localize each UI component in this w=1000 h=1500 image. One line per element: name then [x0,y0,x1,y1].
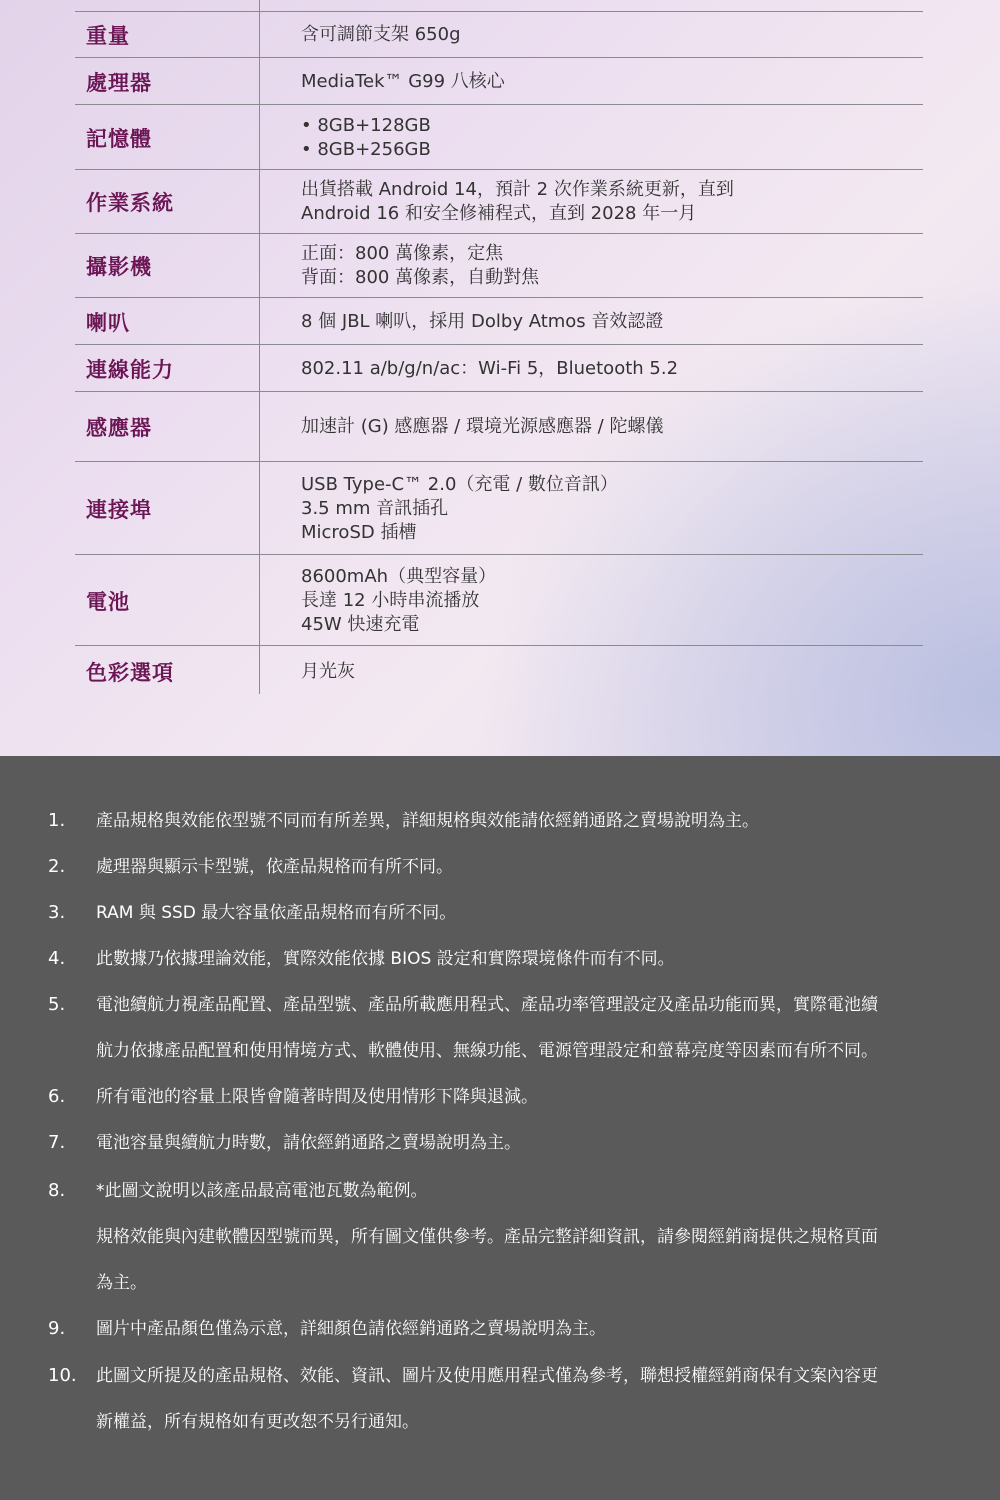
spec-label: 色彩選項 [86,661,174,685]
spec-row-os [75,170,923,234]
footnote-number: 8. [48,1180,66,1201]
footnote-text: 圖片中產品顏色僅為示意，詳細顏色請依經銷通路之賣場說明為主。 [96,1319,606,1339]
spec-row-ports [75,462,923,555]
spec-label: 電池 [86,589,130,614]
spec-value: 含可調節支架 650g [301,23,461,45]
spec-label: 處理器 [86,70,152,95]
spec-row-speaker [75,298,923,345]
footnote-number: 1. [48,810,66,831]
spec-label: 作業系統 [86,191,174,215]
spec-row-battery [75,555,923,646]
spec-label: 感應器 [86,416,152,440]
spec-row-sensors [75,392,923,462]
footnote-number: 10. [48,1365,77,1386]
footnote-text: 處理器與顯示卡型號，依產品規格而有所不同。 [96,857,453,877]
spec-row-camera [75,234,923,298]
spec-label: 連線能力 [86,357,174,382]
spec-row-connectivity [75,345,923,392]
footnote-number: 9. [48,1318,66,1339]
footnotes-section [0,756,1000,1500]
footnote-number: 4. [48,948,66,969]
footnote-text: *此圖文說明以該產品最高電池瓦數為範例。 規格效能與內建軟體因型號而異，所有圖文僅供參考。產品完整詳細資訊，請參閱經銷商提供之規格頁面 為主。 [96,1181,878,1293]
footnote-number: 7. [48,1132,66,1153]
spec-label: 連接埠 [86,497,152,522]
spec-value: 8 個 JBL 喇叭，採用 Dolby Atmos 音效認證 [301,310,664,332]
spec-label: 喇叭 [86,310,130,335]
spec-value: USB Type-C™ 2.0（充電 / 數位音訊） 3.5 mm 音訊插孔 MicroSD 插槽 [301,473,618,543]
footnote-number: 5. [48,994,66,1015]
spec-label: 記憶體 [86,126,152,151]
spec-row-weight [75,11,923,58]
footnote-number: 3. [48,902,66,923]
footnote-text: 電池續航力視產品配置、產品型號、產品所載應用程式、產品功率管理設定及產品功能而異，實際電池續 航力依據產品配置和使用情境方式、軟體使用、無線功能、電源管理設定和螢幕亮度等因素而有所不同。 [96,995,878,1061]
footnote-text: 此圖文所提及的產品規格、效能、資訊、圖片及使用應用程式僅為參考，聯想授權經銷商保有文案內容更 新權益，所有規格如有更改恕不另行通知。 [96,1366,878,1432]
spec-label: 重量 [86,23,130,48]
footnote-text: RAM 與 SSD 最大容量依產品規格而有所不同。 [96,903,457,923]
footnote-text: 此數據乃依據理論效能，實際效能依據 BIOS 設定和實際環境條件而有不同。 [96,949,675,969]
spec-value: 正面：800 萬像素，定焦 背面：800 萬像素，自動對焦 [301,243,540,288]
spec-value: 加速計 (G) 感應器 / 環境光源感應器 / 陀螺儀 [301,416,664,437]
spec-value: 8600mAh（典型容量） 長達 12 小時串流播放 45W 快速充電 [301,565,497,635]
spec-label: 攝影機 [86,255,152,279]
footnote-text: 電池容量與續航力時數，請依經銷通路之賣場說明為主。 [96,1133,521,1153]
spec-row-processor [75,58,923,105]
spec-row-memory [75,105,923,170]
spec-value: 出貨搭載 Android 14，預計 2 次作業系統更新，直到 Android 16 和安全修補程式，直到 2028 年一月 [301,179,734,224]
footnote-number: 2. [48,856,66,877]
spec-value: 802.11 a/b/g/n/ac：Wi-Fi 5，Bluetooth 5.2 [301,357,679,379]
footnote-text: 所有電池的容量上限皆會隨著時間及使用情形下降與退減。 [96,1087,538,1107]
footnote-number: 6. [48,1086,66,1107]
spec-value: MediaTek™ G99 八核心 [301,70,505,92]
spec-value: • 8GB+128GB • 8GB+256GB [301,114,431,160]
footnote-text: 產品規格與效能依型號不同而有所差異，詳細規格與效能請依經銷通路之賣場說明為主。 [96,811,759,831]
spec-row-colors [75,646,923,698]
spec-value: 月光灰 [301,661,355,682]
